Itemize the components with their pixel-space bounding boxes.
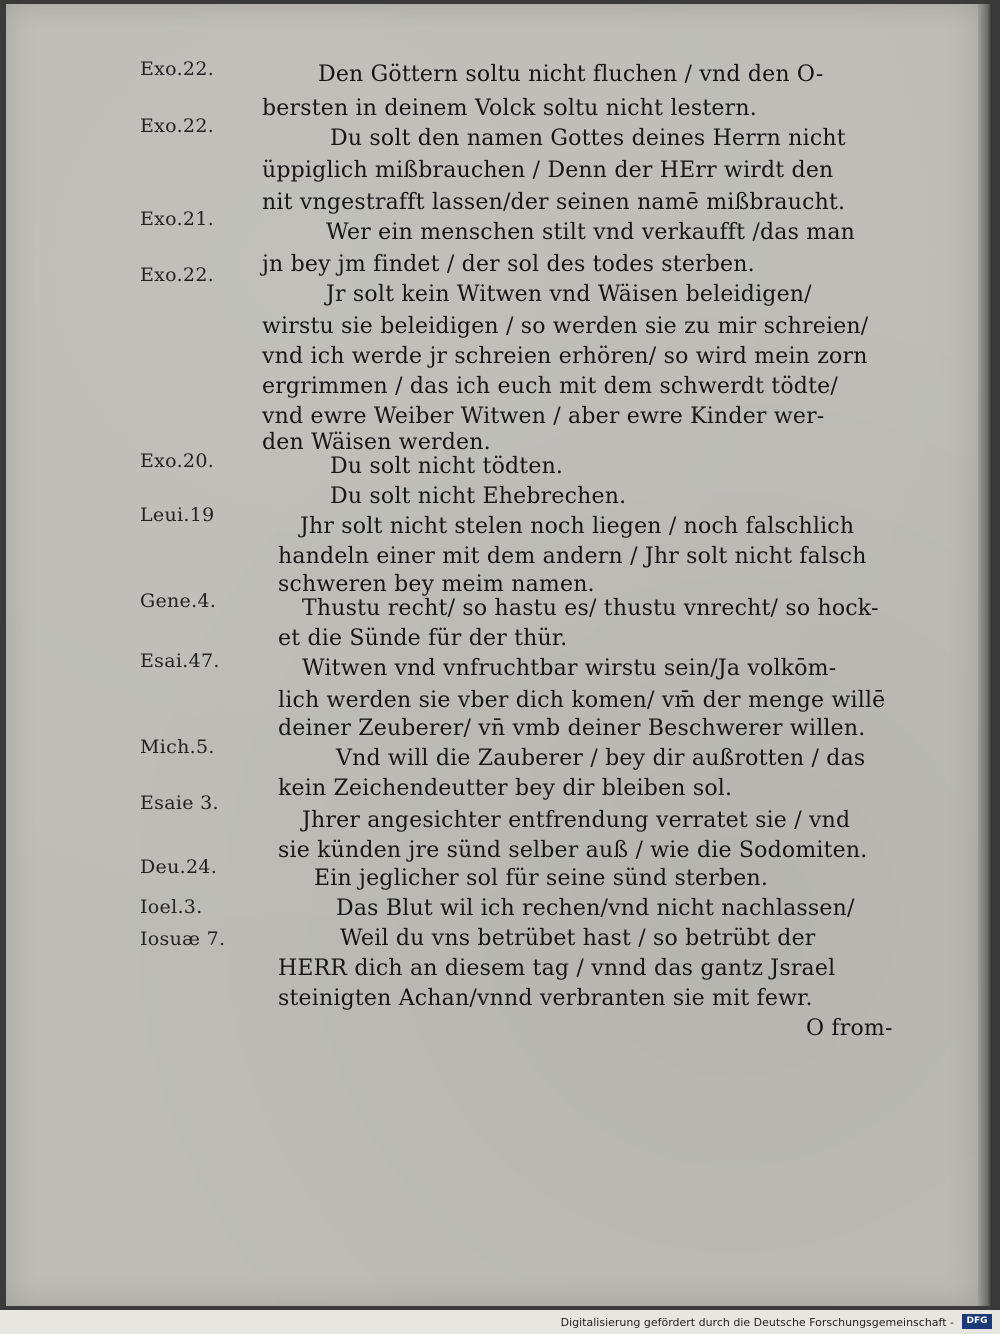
text-line: et die Sünde für der thür.	[278, 626, 568, 651]
text-line: Das Blut wil ich rechen/vnd nicht nachlassen/	[336, 896, 855, 921]
text-line: Du solt den namen Gottes deines Herrn nicht	[330, 126, 846, 151]
margin-note: Exo.22.	[140, 58, 215, 80]
dfg-logo-icon: DFG	[962, 1314, 992, 1329]
text-line: Jr solt kein Witwen vnd Wäisen beleidigen/	[326, 282, 812, 307]
margin-note: Deu.24.	[140, 856, 218, 878]
text-line: bersten in deinem Volck soltu nicht lestern.	[262, 96, 757, 121]
margin-note: Exo.22.	[140, 115, 215, 137]
text-line: schweren bey meim namen.	[278, 572, 595, 597]
margin-note: Esaie 3.	[140, 792, 219, 814]
text-line: Vnd will die Zauberer / bey dir außrotten / das	[336, 746, 866, 771]
text-line: Den Göttern soltu nicht fluchen / vnd den O-	[318, 62, 824, 87]
text-line: nit vngestrafft lassen/der seinen namē mißbraucht.	[262, 190, 846, 215]
text-line: den Wäisen werden.	[262, 430, 491, 455]
text-line: Jhr solt nicht stelen noch liegen / noch falschlich	[300, 514, 855, 539]
margin-note: Esai.47.	[140, 650, 220, 672]
text-line: lich werden sie vber dich komen/ vm̄ der menge willē	[278, 688, 886, 713]
text-line: ergrimmen / das ich euch mit dem schwerdt tödte/	[262, 374, 838, 399]
text-line: vnd ewre Weiber Witwen / aber ewre Kinder wer-	[262, 404, 825, 429]
text-line: steinigten Achan/vnnd verbranten sie mit fewr.	[278, 986, 813, 1011]
text-line: deiner Zeuberer/ vn̄ vmb deiner Beschwerer willen.	[278, 716, 866, 741]
catchword: O from-	[806, 1016, 893, 1041]
text-line: Wer ein menschen stilt vnd verkaufft /das man	[326, 220, 856, 245]
text-line: Du solt nicht Ehebrechen.	[330, 484, 627, 509]
text-line: Ein jeglicher sol für seine sünd sterben.	[314, 866, 769, 891]
text-line: handeln einer mit dem andern / Jhr solt nicht falsch	[278, 544, 867, 569]
text-line: Weil du vns betrübet hast / so betrübt der	[340, 926, 816, 951]
margin-note: Ioel.3.	[140, 896, 203, 918]
margin-note: Iosuæ 7.	[140, 928, 226, 950]
text-line: Jhrer angesichter entfrendung verratet sie / vnd	[302, 808, 851, 833]
margin-note: Mich.5.	[140, 736, 215, 758]
text-line: HERR dich an diesem tag / vnnd das gantz Jsrael	[278, 956, 836, 981]
text-line: kein Zeichendeutter bey dir bleiben sol.	[278, 776, 733, 801]
margin-note: Gene.4.	[140, 590, 217, 612]
margin-note: Exo.20.	[140, 450, 215, 472]
funding-notice: Digitalisierung gefördert durch die Deutsche Forschungsgemeinschaft -	[560, 1316, 954, 1329]
text-line: Witwen vnd vnfruchtbar wirstu sein/Ja volkōm-	[302, 656, 837, 681]
text-line: vnd ich werde jr schreien erhören/ so wird mein zorn	[262, 344, 868, 369]
text-line: wirstu sie beleidigen / so werden sie zu mir schreien/	[262, 314, 869, 339]
margin-note: Exo.21.	[140, 208, 215, 230]
margin-note: Leui.19	[140, 504, 215, 526]
text-line: jn bey jm findet / der sol des todes sterben.	[262, 252, 755, 277]
margin-note: Exo.22.	[140, 264, 215, 286]
text-line: Thustu recht/ so hastu es/ thustu vnrecht/ so hock-	[302, 596, 879, 621]
page-edge	[978, 4, 992, 1306]
text-line: sie künden jre sünd selber auß / wie die Sodomiten.	[278, 838, 868, 863]
text-line: Du solt nicht tödten.	[330, 454, 564, 479]
text-line: üppiglich mißbrauchen / Denn der HErr wirdt den	[262, 158, 834, 183]
